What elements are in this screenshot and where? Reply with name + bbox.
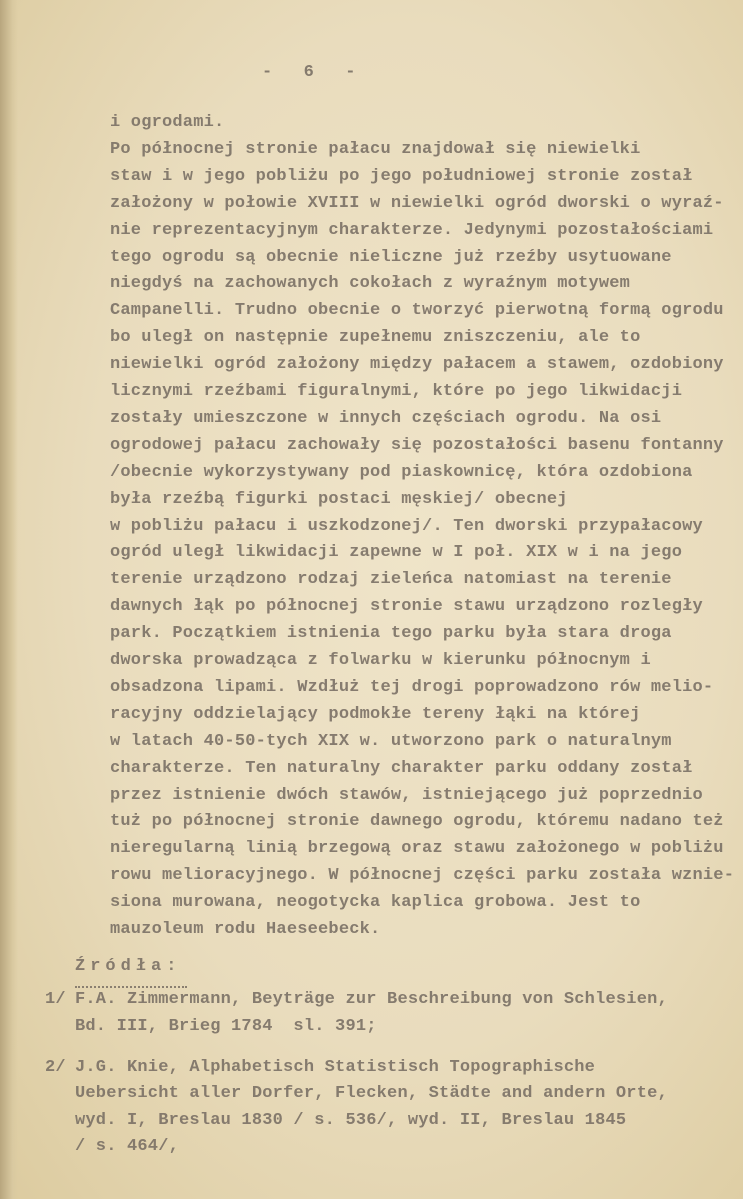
body-line: nie reprezentacyjnym charakterze. Jedynymi pozostałościami (110, 220, 714, 240)
body-line: obsadzona lipami. Wzdłuż tej drogi poprowadzono rów melio- (110, 677, 714, 697)
reference-number: 2/ (45, 1058, 66, 1077)
body-line: tuż po północnej stronie dawnego ogrodu, któremu nadano też (110, 812, 724, 832)
body-line: w latach 40-50-tych XIX w. utworzono park o naturalnym (110, 731, 672, 751)
body-line: park. Początkiem istnienia tego parku była stara droga (110, 624, 672, 644)
body-line: nieregularną linią brzegową oraz stawu założonego w pobliżu (110, 839, 724, 859)
body-line: niegdyś na zachowanych cokołach z wyraźnym motywem (110, 274, 631, 294)
body-line: bo uległ on następnie zupełnemu zniszczeniu, ale to (110, 328, 641, 348)
reference-line: J.G. Knie, Alphabetisch Statistisch Topographische (75, 1058, 596, 1077)
body-line: ogrodowej pałacu zachowały się pozostałości basenu fontanny (110, 435, 724, 455)
sources-heading: Źródła: (75, 957, 182, 976)
body-line: licznymi rzeźbami figuralnymi, które po jego likwidacji (110, 382, 683, 401)
body-line: staw i w jego pobliżu po jego południowej stronie został (110, 166, 693, 186)
reference-number: 1/ (45, 990, 66, 1009)
body-line: i ogrodami. (110, 113, 225, 132)
body-line: założony w połowie XVIII w niewielki ogród dworski o wyraź- (110, 193, 724, 213)
body-line: przez istnienie dwóch stawów, istniejącego już poprzednio (110, 785, 703, 805)
reference-line: F.A. Zimmermann, Beyträge zur Beschreibung von Schlesien, (75, 990, 668, 1009)
body-line: racyjny oddzielający podmokłe tereny łąki na której (110, 704, 641, 724)
body-line: w pobliżu pałacu i uszkodzonej/. Ten dworski przypałacowy (110, 516, 703, 536)
page-number: - 6 - (262, 63, 356, 82)
body-line: mauzoleum rodu Haeseebeck. (110, 920, 381, 939)
body-line: dawnych łąk po północnej stronie stawu urządzono rozległy (110, 597, 703, 617)
body-line: Po północnej stronie pałacu znajdował się niewielki (110, 139, 641, 159)
reference-line: wyd. I, Breslau 1830 / s. 536/, wyd. II, Breslau 1845 (75, 1111, 627, 1130)
body-line: ogród uległ likwidacji zapewne w I poł. XIX w i na jego (110, 543, 683, 563)
body-line: terenie urządzono rodzaj zieleńca natomiast na terenie (110, 570, 672, 590)
body-line: Campanelli. Trudno obecnie o tworzyć pierwotną formą ogrodu (110, 301, 724, 321)
reference-line: Bd. III, Brieg 1784 sl. 391; (75, 1017, 377, 1036)
body-line: była rzeźbą figurki postaci męskiej/ obecnej (110, 489, 568, 509)
reference-line: / s. 464/, (75, 1137, 180, 1156)
body-line: charakterze. Ten naturalny charakter parku oddany został (110, 758, 693, 778)
body-line: /obecnie wykorzystywany pod piaskownicę, która ozdobiona (110, 462, 693, 482)
reference-line: Uebersicht aller Dorfer, Flecken, Städte and andern Orte, (75, 1084, 668, 1103)
body-line: zostały umieszczone w innych częściach ogrodu. Na osi (110, 408, 662, 428)
body-line: tego ogrodu są obecnie nieliczne już rzeźby usytuowane (110, 247, 672, 267)
sources-underline (75, 986, 187, 988)
body-line: dworska prowadząca z folwarku w kierunku północnym i (110, 651, 651, 670)
body-line: niewielki ogród założony między pałacem a stawem, ozdobiony (110, 355, 724, 375)
body-line: siona murowana, neogotycka kaplica grobowa. Jest to (110, 893, 641, 913)
page-edge-shadow (0, 0, 18, 1199)
body-line: rowu melioracyjnego. W północnej części parku została wznie- (110, 866, 735, 886)
